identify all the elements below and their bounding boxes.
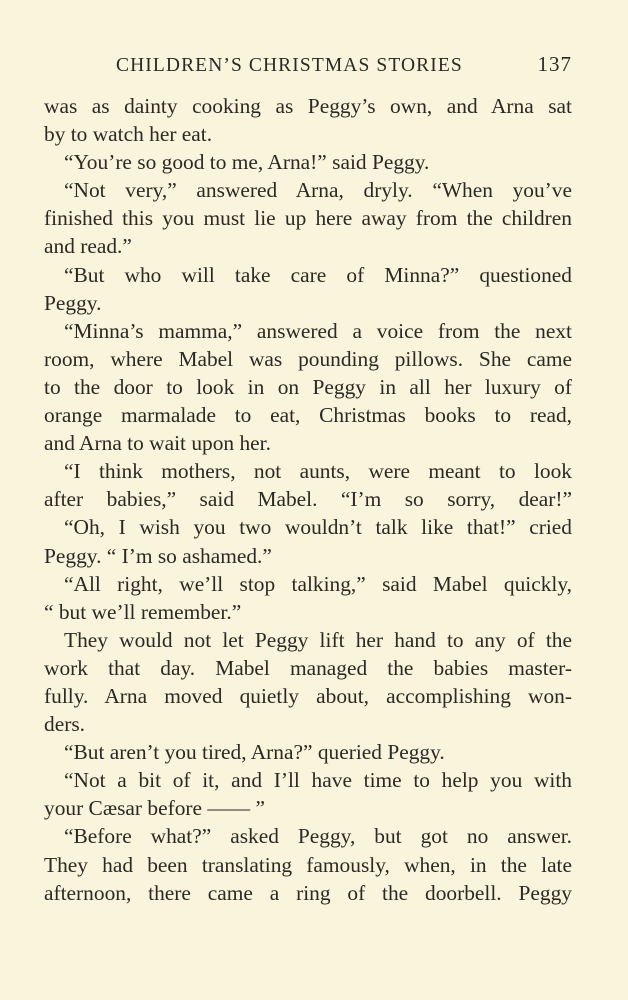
text-line: Peggy. “ I’m so ashamed.” <box>44 543 272 568</box>
text-line: They had been translating famously, when, in the late <box>44 852 572 877</box>
text-line: ders. <box>44 712 85 737</box>
text-line: room, where Mabel was pounding pillows. She came <box>44 346 572 371</box>
running-title: CHILDREN’S CHRISTMAS STORIES <box>116 55 463 76</box>
text-line: your Cæsar before —— ” <box>44 796 265 821</box>
text-line: fully. Arna moved quietly about, accomplishing won- <box>44 683 572 708</box>
text-line: “But who will take care of Minna?” questioned <box>64 262 572 287</box>
text-line: “Not a bit of it, and I’ll have time to help you with <box>64 768 572 793</box>
text-line: by to watch her eat. <box>44 122 213 147</box>
text-line: Peggy. <box>44 290 102 315</box>
text-line: “I think mothers, not aunts, were meant to look <box>64 459 572 484</box>
text-line: “But aren’t you tired, Arna?” queried Peggy. <box>64 740 445 765</box>
text-line: and read.” <box>44 234 132 259</box>
text-line: “Not very,” answered Arna, dryly. “When you’ve <box>64 178 572 203</box>
text-line: was as dainty cooking as Peggy’s own, and Arna sat <box>44 94 572 118</box>
text-line: and Arna to wait upon her. <box>44 431 271 456</box>
text-line: to the door to look in on Peggy in all her luxury of <box>44 374 572 399</box>
text-line: orange marmalade to eat, Christmas books to read, <box>44 403 572 428</box>
text-line: “All right, we’ll stop talking,” said Mabel quickly, <box>64 571 572 596</box>
text-line: finished this you must lie up here away from the children <box>44 206 572 231</box>
text-line: “Minna’s mamma,” answered a voice from the next <box>64 318 572 343</box>
text-line: afternoon, there came a ring of the doorbell. Peggy <box>44 880 572 905</box>
text-line: “You’re so good to me, Arna!” said Peggy. <box>64 150 430 175</box>
text-line: “Oh, I wish you two wouldn’t talk like that!” cried <box>64 515 572 540</box>
text-line: work that day. Mabel managed the babies master- <box>44 655 572 680</box>
book-page <box>44 52 572 907</box>
page-number: 137 <box>537 52 572 76</box>
text-line: after babies,” said Mabel. “I’m so sorry, dear!” <box>44 487 572 512</box>
text-line: “ but we’ll remember.” <box>44 599 242 624</box>
text-line: They would not let Peggy lift her hand to any of the <box>64 627 572 652</box>
text-line: “Before what?” asked Peggy, but got no answer. <box>64 824 572 849</box>
running-header <box>44 52 572 90</box>
body-text <box>44 92 572 907</box>
